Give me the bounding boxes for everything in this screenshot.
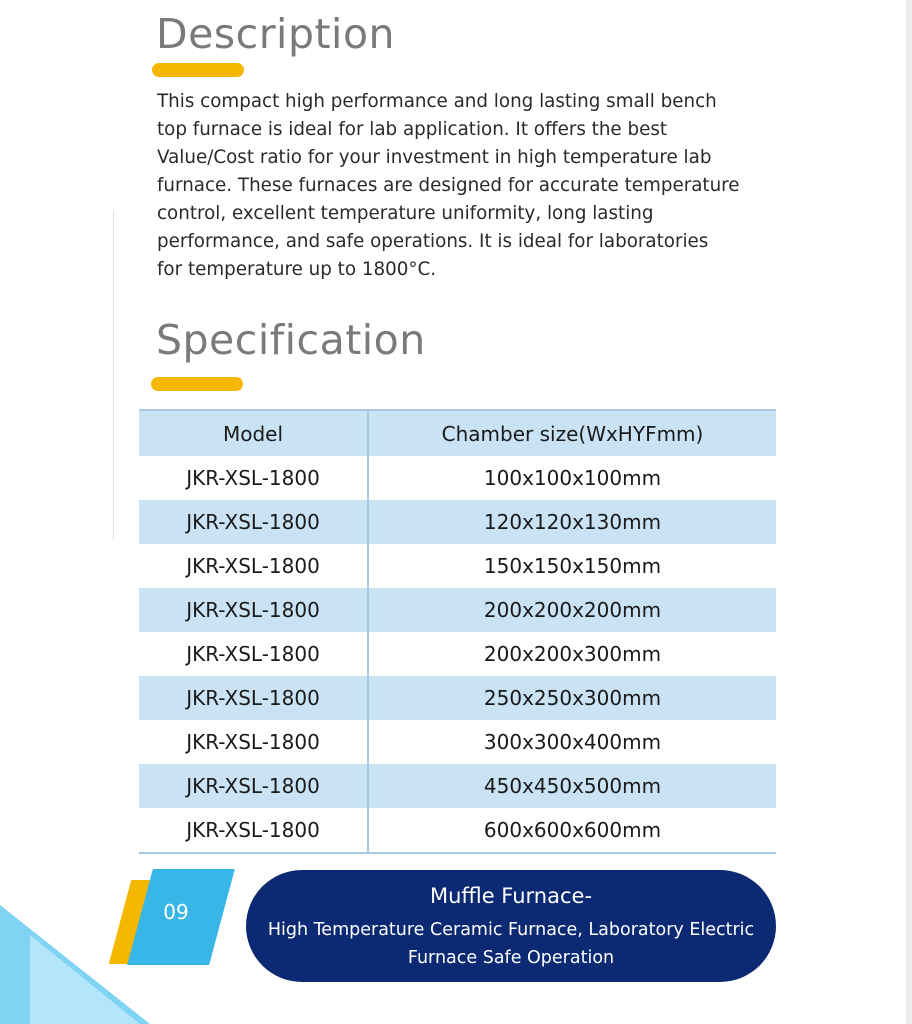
chamber-size-cell: 120x120x130mm <box>368 500 776 544</box>
specification-heading: Specification <box>156 316 426 364</box>
column-header-model: Model <box>139 410 368 456</box>
model-cell: JKR-XSL-1800 <box>139 808 368 853</box>
margin-rule <box>113 210 114 540</box>
column-header-chamber-size: Chamber size(WxHYFmm) <box>368 410 776 456</box>
footer-banner <box>246 870 776 982</box>
table-row <box>139 720 776 764</box>
footer-subtitle: High Temperature Ceramic Furnace, Laboratory Electric Furnace Safe Operation <box>267 920 755 968</box>
table-row <box>139 764 776 808</box>
chamber-size-cell: 150x150x150mm <box>483 554 662 578</box>
table-row <box>139 588 776 632</box>
table-header-row <box>139 410 776 456</box>
specification-underline <box>151 377 243 391</box>
description-body: This compact high performance and long lasting small bench top furnace is ideal for lab application. It offers the best Value/Cost ratio for your investment in high temperature lab furnace. These furnaces are designed for accurate temperature control, excellent temperature uniformity, long lasting performance, and safe operations. It is ideal for laboratories for temperature up to 1800°C. <box>157 91 740 280</box>
model-cell: JKR-XSL-1800 <box>139 456 368 500</box>
table-row <box>139 500 776 544</box>
model-cell: JKR-XSL-1800 <box>139 632 368 676</box>
model-cell: JKR-XSL-1800 <box>139 720 368 764</box>
chamber-size-cell: 200x200x300mm <box>483 642 662 666</box>
chamber-size-cell: 250x250x300mm <box>368 676 776 720</box>
table-row <box>139 808 776 853</box>
specification-table <box>139 409 776 854</box>
model-cell: JKR-XSL-1800 <box>139 764 368 808</box>
table-row <box>139 632 776 676</box>
page-edge <box>906 0 912 1024</box>
description-underline <box>152 63 244 77</box>
model-cell: JKR-XSL-1800 <box>139 676 368 720</box>
chamber-size-cell: 450x450x500mm <box>368 764 776 808</box>
chamber-size-cell: 600x600x600mm <box>483 818 662 842</box>
page-number: 09 <box>163 900 189 924</box>
footer-title: Muffle Furnace- <box>429 884 593 908</box>
model-cell: JKR-XSL-1800 <box>139 588 368 632</box>
chamber-size-cell: 200x200x200mm <box>368 588 776 632</box>
table-row <box>139 676 776 720</box>
chamber-size-cell: 100x100x100mm <box>483 466 662 490</box>
description-heading: Description <box>156 10 396 58</box>
model-cell: JKR-XSL-1800 <box>139 500 368 544</box>
table-row <box>139 544 776 588</box>
chamber-size-cell: 300x300x400mm <box>483 730 662 754</box>
table-row <box>139 456 776 500</box>
model-cell: JKR-XSL-1800 <box>139 544 368 588</box>
